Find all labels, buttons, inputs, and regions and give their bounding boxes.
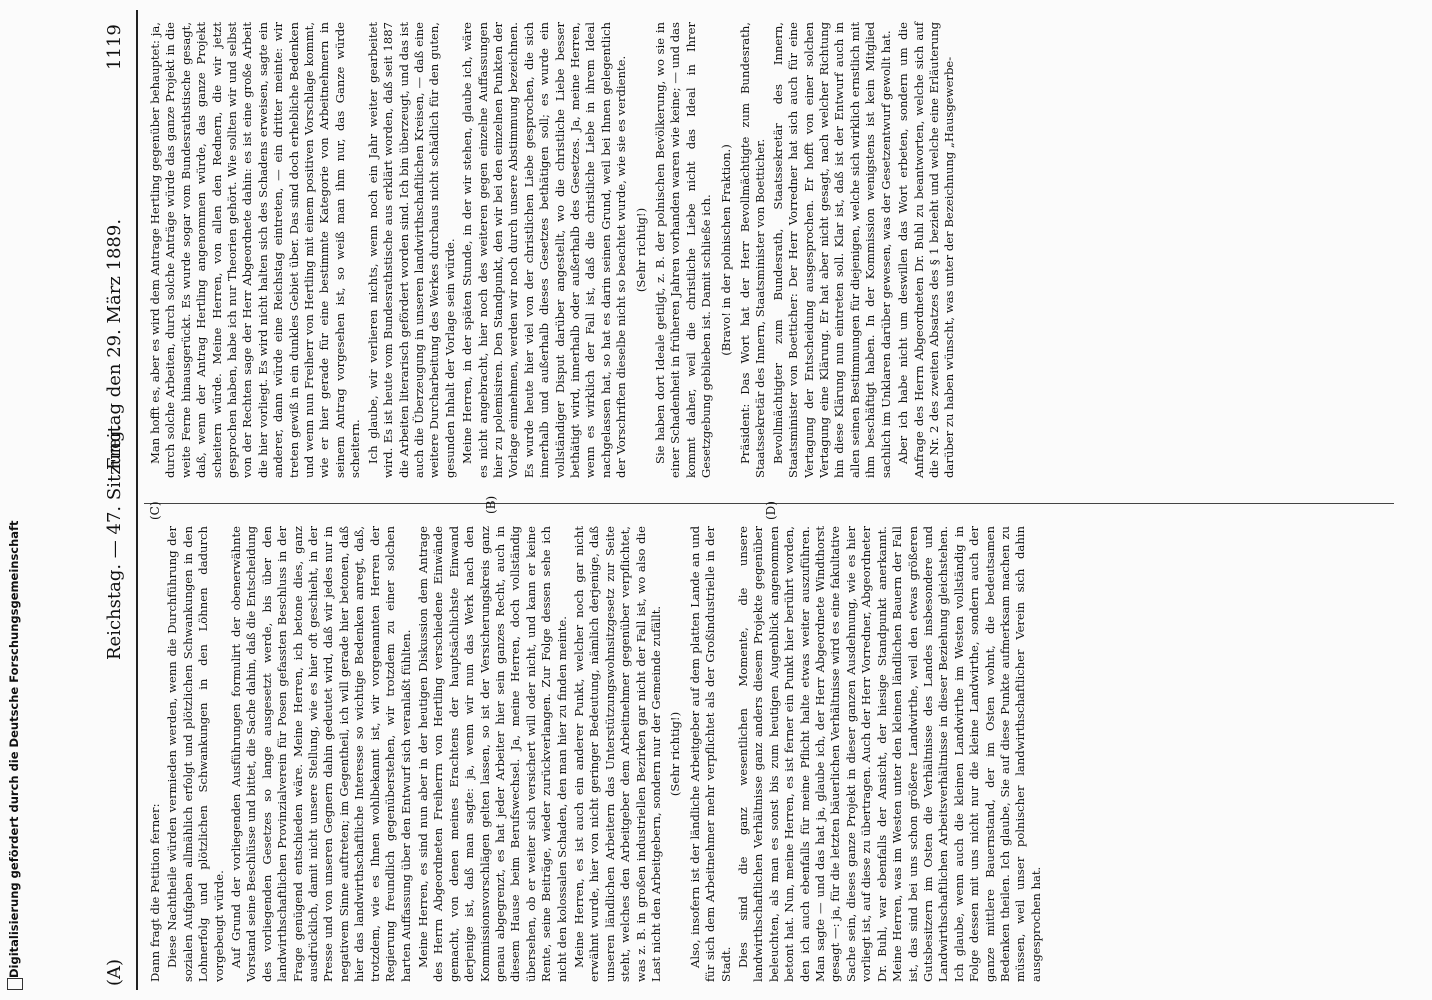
paragraph: Dies sind die ganz wesentlichen Momente, die unsere landwirthschaftlichen Verhältnisse ganz anders diesem Projekte gegenüber beleuchten, als man es sonst bis zum heutigen Augenblick angenommen betont hat. Nun, meine Herren, es ist ferner ein Punkt hier berührt worden, den ich auch ebenfalls für meine Pflicht halte etwas weiter auszuführen. Man sagte — und das hat ja, glaube ich, der Herr Abgeordnete Windthorst gesagt —: ja, für die letzten bäuerlichen Verhältnisse wird es eine fakultative Sache sein, dieses ganze Projekt in dieser ganzen Ausdehnung, wie es hier vorliegt ist, auf diese zu übertragen. Auch der Herr Vorredner, Abgeordneter Dr. Buhl, war ebenfalls der Ansicht, der hiesige Standpunkt anerkannt. Meine Herren, was im Westen unter den kleinen ländlichen Bauern der Fall ist, das sind bei uns schon größere Landwirthe, weil den etwas größeren Gutsbesitzern im Osten die Verhältnisse des Landes insbesondere und Landwirthschaftlichen Arbeitsverhältnisse in dieser Beziehung gleichstehen. Ich glaube, wenn auch die kleinen Landwirthe im Westen vollständig in Folge dessen mit uns nicht nur die kleine Landwirthe, sondern auch der ganze mittlere Bauernstand, der im Osten wohnt, die bedeutsamen Bedenken theilen. Ich glaube, Sie auf diese Punkte aufmerksam machen zu müssen, weil unser polnischer landwirthschaftlicher Verein sich dahin ausgesprochen hat. (736, 526, 1043, 982)
margin-marker-b: (B) (484, 495, 498, 514)
speaker-paragraph: Bevollmächtigter zum Bundesrath, Staatssekretär des Innern, Staatsminister von Boetticher: Der Herr Vorredner hat sich auch für eine Vertagung der Entscheidung ausgesprochen. Er hofft von einer solchen Vertagung eine Klärung. Er hat aber nicht gesagt, nach welcher Richtung hin diese Klärung nun eintreten soll. Klar ist, daß ist der Entwurf auch in allen seinen Bestimmungen für diejenigen, welche sich wirklich ernstlich mit ihm beschäftigt haben. In der Kommission wenigstens ist kein Mitglied sachlich im Unklaren darüber gewesen, was der Gesetzentwurf gewollt hat. (770, 22, 893, 478)
interjection: (Sehr richtig!) (668, 711, 683, 797)
header-rule (136, 10, 138, 990)
paragraph: Aber ich habe nicht um deswillen das Wort erbeten, sondern um die Anfrage des Herrn Abgeordneten Dr. Buhl zu beantworten, welche sich auf die Nr. 2 des zweiten Absatzes des § 1 bezieht und welche eine Erläuterung darüber zu haben wünscht, was unter der Bezeichnung „Hausgewerbe- (896, 22, 957, 478)
header-date: Freitag den 29. März 1889. (104, 218, 125, 470)
paragraph: Man hofft es, aber es wird dem Antrage Hertling gegenüber behauptet: ja, durch solche Arbeiten, durch solche Anträge würde das ganze Projekt in die weite Ferne hinausgerückt. Es wurde sogar vom Bundesrathstische gesagt, daß, wenn der Antrag Hertling angenommen würde, das ganze Projekt scheitern würde. Meine Herren, von allen den Rednern, die wir jetzt gesprochen haben, habe ich nur Theorien gehört. Wie sollten wir und selbst von der Rechten sage der Herr Abgeordnete dahin: es ist eine große Arbeit die hier vorliegt. Es wird nicht halten sich des Schadens erweisen, sagte ein anderer, dann würde eine Reichstag eintreten, — ein dritter meinte: wir treten gewiß in ein dunkles Gebiet über. Das sind doch erhebliche Bedenken und wenn nun Freiherr von Hertling mit einem positiven Vorschlage kommt, wie er hier gerade für eine bestimmte Kategorie von Arbeitnehmern in seinem Antrag vorgesehen ist, so weiß man ihm nur, das Ganze würde scheitern. (148, 22, 363, 478)
paragraph: Meine Herren, in der späten Stunde, in der wir stehen, glaube ich, wäre es nicht angebracht, hier noch des weiteren gegen einzelne Auffassungen hier zu polemisiren. Den Standpunkt, den wir bei den einzelnen Punkten der Vorlage einnehmen, werden wir noch durch unsere Abstimmung bezeichnen. Es wurde heute hier viel von der christlichen Liebe gesprochen, die sich innerhalb und außerhalb dieses Gesetzes bethätigen soll; es wurde ein vollständiger Disput darüber angestellt, wo die christliche Liebe besser bethätigt wird, innerhalb oder außerhalb des Gesetzes. Ja, meine Herren, wenn es wirklich der Fall ist, daß die christliche Liebe in ihrem Ideal nachgelassen hat, so hat es darin seinen Grund, weil bei Ihnen gelegentlich der Vorschriften dieselbe nicht so beachtet wurde, wie sie es verdiente. (460, 22, 629, 478)
digitization-footer (4, 10, 26, 990)
right-column (148, 22, 960, 478)
left-column (148, 526, 1046, 982)
speaker-paragraph: Präsident: Das Wort hat der Herr Bevollmächtigte zum Bundesrath, Staatssekretär des Innern, Staatsminister von Boetticher. (738, 22, 768, 478)
margin-marker-c: (C) (148, 501, 162, 520)
paragraph: Ich glaube, wir verlieren nichts, wenn noch ein Jahr weiter gearbeitet wird. Es ist heute vom Bundesrathstische aus erklärt worden, daß seit 1887 die Arbeiten literarisch gefördert worden sind. Ich bin überzeugt, und das ist auch die Überzeugung in unseren landwirthschaftlichen Kreisen, — daß eine weitere Durcharbeitung des Werkes durchaus nicht schädlich für den guten, gesunden Inhalt der Vorlage sein würde. (365, 22, 457, 478)
paragraph: Dann fragt die Petition ferner: (148, 803, 162, 982)
paragraph: Auf Grund der vorliegenden Ausführungen formulirt der obenerwähnte Vorstand seine Beschlüsse und bittet, die Sache dahin, daß die Entscheidung des vorliegenden Gesetzes so lange ausgesetzt werde, bis über den landwirthschaftlichen Provinzialverein für Posen gefassten Beschluss in der Frage genügend entschieden wäre. Meine Herren, ich betone dies, ganz ausdrücklich, damit nicht unsere Stellung, wie es hier oft geschieht, in der Presse und von unseren Gegnern dahin gedeutet wird, daß wir jedes nur in negativem Sinne auftreten; im Gegentheil, ich will gerade hier betonen, daß hier das landwirthschaftliche Interesse so wichtige Bedenken anregt, daß, trotzdem, wie es Ihnen wohlbekannt ist, wir vorgenannten Herren der Regierung freundlich gegenüberstehen, wir trotzdem zu einer solchen harten Auffassung über den Entwurf sich veranlaßt fühlten. (229, 526, 413, 982)
margin-marker-a: (A) (104, 958, 125, 986)
page-number: 1119 (104, 24, 125, 70)
header-title: Reichstag. — 47. Sitzung. (104, 424, 125, 660)
footer-text: Digitalisierung gefördert durch die Deutsche Forschungsgemeinschaft (7, 520, 21, 978)
paragraph: Meine Herren, es sind nun aber in der heutigen Diskussion dem Antrage des Herrn Abgeordneten Freiherrn von Hertling verschiedene Einwände gemacht, von denen meines Erachtens der hauptsächlichste Einwand derjenige ist, daß man sagte: ja, wenn wir nun das Werk nach den Kommissionsvorschlägen gelten lassen, so ist der Versicherungskreis ganz genau abgegrenzt, es hat jeder Arbeiter hier sein ganzes Recht, auch in diesem Hause beim Berufswechsel. Ja, meine Herren, doch vollständig übersehen, ob er weiter sich versichert will oder nicht, und kann er keine Rente, seine Beiträge, wieder zurückverlangen. Zur Folge dessen sehe ich nicht den kolossalen Schaden, den man hier zu finden meinte. (415, 526, 569, 982)
dfg-logo-icon (7, 978, 23, 990)
paragraph: Diese Nachtheile würden vermieden werden, wenn die Durchführung der sozialen Aufgaben allmählich erfolgt und plötzlichen Schwankungen in den Lohnerfolg und plötzlichen Schwankungen in den Löhnen dadurch vorgebeugt würde. (165, 526, 226, 982)
rotated-content (44, 10, 1400, 990)
interjection: (Bravo! in der polnischen Fraktion.) (718, 144, 733, 356)
paragraph: Sie haben dort Ideale getilgt, z. B. der polnischen Bevölkerung, wo sie in einer Schadenheit in früheren Jahren vorhanden waren wie keine; — und das kommt daher, weil die christliche Liebe nicht das Ideal in Ihrer Gesetzgebung geblieben ist. Damit schließe ich. (653, 22, 714, 478)
page-header (104, 10, 134, 990)
margin-marker-d: (D) (764, 501, 778, 520)
paragraph: Meine Herren, es ist auch ein anderer Punkt, welcher noch gar nicht erwähnt wurde, hier von nicht geringer Bedeutung, nämlich derjenige, daß unseren ländlichen Arbeitern das Unterstützungswohnsitzgesetz zur Seite steht, welches den Arbeitgeber dem Arbeitnehmer gegenüber verpflichtet, was z. B. in großen industriellen Bezirken gar nicht der Fall ist, wo also die Last nicht den Arbeitgebern, sondern nur der Gemeinde zufällt. (571, 526, 663, 982)
paragraph: Also, insofern ist der ländliche Arbeitgeber auf dem platten Lande an und für sich dem Arbeitnehmer mehr verpflichtet als der Großindustrielle in der Stadt. (687, 526, 733, 982)
interjection: (Sehr richtig!) (633, 207, 648, 293)
